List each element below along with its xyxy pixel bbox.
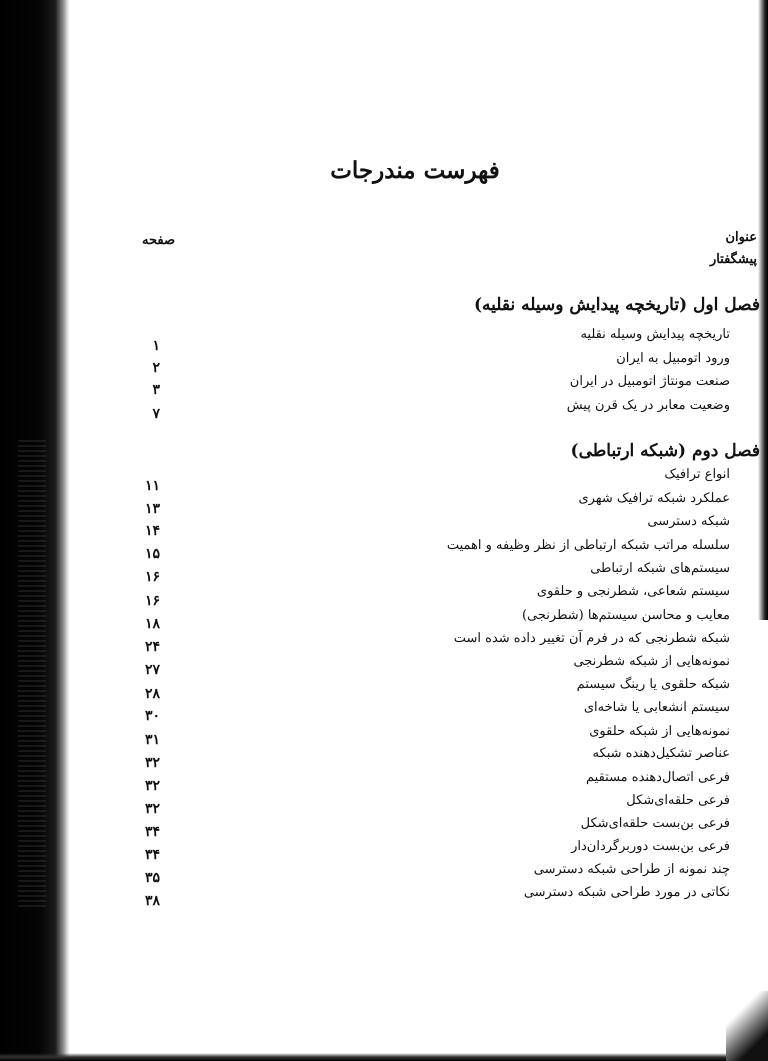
toc-entry-page: ۱۳ [144, 501, 160, 517]
scan-page-corner [726, 991, 768, 1061]
toc-entry-label: عناصر تشکیل‌دهنده شبکه [592, 746, 730, 761]
toc-entry-label: سیستم انشعابی یا شاخه‌ای [583, 700, 730, 715]
toc-entry-page: ۳۸ [144, 893, 160, 909]
toc-entry-label: سلسله مراتب شبکه ارتباطی از نظر وظیفه و اهمیت [446, 538, 730, 553]
toc-entry-label: فرعی حلقه‌ای‌شکل [626, 793, 730, 808]
toc-entry-page: ۱۴ [144, 523, 160, 539]
toc-entry-label: تاریخچه پیدایش وسیله نقلیه [580, 327, 730, 342]
toc-entry-page: ۲ [152, 360, 160, 376]
toc-entry-label: شبکه شطرنجی که در فرم آن تغییر داده شده است [453, 631, 730, 646]
chapter-2-title: فصل دوم (شبکه ارتباطی) [570, 441, 760, 461]
toc-entry-page: ۷ [152, 406, 160, 422]
toc-entry-page: ۱۶ [144, 569, 160, 585]
toc-entry-page: ۳۴ [144, 847, 160, 863]
toc-entry-label: انواع ترافیک [664, 467, 730, 482]
page-title: فهرست مندرجات [330, 157, 500, 184]
topic-column-header: عنوان [725, 230, 757, 245]
toc-entry-page: ۱۶ [144, 593, 160, 609]
toc-entry-label: عملکرد شبکه ترافیک شهری [578, 491, 730, 506]
toc-entry-label: نمونه‌هایی از شبکه حلقوی [589, 724, 730, 739]
toc-entry-label: نکاتی در مورد طراحی شبکه دسترسی [523, 885, 730, 900]
toc-entry-page: ۳۲ [144, 801, 160, 817]
chapter-1-title: فصل اول (تاریخچه پیدایش وسیله نقلیه) [473, 295, 760, 315]
toc-entry-page: ۳۵ [144, 870, 160, 886]
toc-entry-page: ۱۸ [144, 616, 160, 632]
toc-entry-page: ۱۱ [144, 478, 160, 494]
toc-entry-label: سیستم‌های شبکه ارتباطی [590, 561, 730, 576]
toc-entry-page: ۳ [152, 382, 160, 398]
toc-entry-label: چند نمونه از طراحی شبکه دسترسی [533, 862, 730, 877]
toc-entry-page: ۳۲ [144, 755, 160, 771]
toc-entry-label: فرعی بن‌بست دوربرگردان‌دار [571, 839, 730, 854]
page-column-header: صفحه [142, 233, 175, 248]
toc-entry-label: وضعیت معابر در یک قرن پیش [566, 398, 730, 413]
preface-entry: پیشگفتار [709, 252, 757, 267]
toc-entry-page: ۳۲ [144, 778, 160, 794]
toc-entry-label: شبکه حلقوی یا رینگ سیستم [576, 677, 730, 692]
toc-entry-page: ۲۸ [144, 686, 160, 702]
toc-entry-label: ورود اتومبیل به ایران [616, 351, 730, 366]
toc-entry-page: ۳۴ [144, 824, 160, 840]
toc-entry-label: فرعی بن‌بست حلقه‌ای‌شکل [580, 816, 730, 831]
toc-entry-page: ۲۷ [144, 662, 160, 678]
toc-entry-page: ۲۴ [144, 639, 160, 655]
toc-entry-label: معایب و محاسن سیستم‌ها (شطرنجی) [521, 608, 730, 623]
scan-left-noise [18, 440, 46, 910]
toc-entry-page: ۳۰ [144, 708, 160, 724]
toc-entry-page: ۱ [152, 338, 160, 354]
scan-bottom-edge [0, 1053, 768, 1061]
toc-entry-page: ۳۱ [144, 732, 160, 748]
toc-entry-label: سیستم شعاعی، شطرنجی و حلقوی [536, 584, 730, 599]
toc-entry-page: ۱۵ [144, 546, 160, 562]
toc-entry-label: نمونه‌هایی از شبکه شطرنجی [573, 654, 730, 669]
toc-entry-label: شبکه دسترسی [647, 514, 730, 529]
toc-entry-label: فرعی اتصال‌دهنده مستقیم [586, 770, 730, 785]
toc-entry-label: صنعت مونتاژ اتومبیل در ایران [569, 374, 730, 389]
